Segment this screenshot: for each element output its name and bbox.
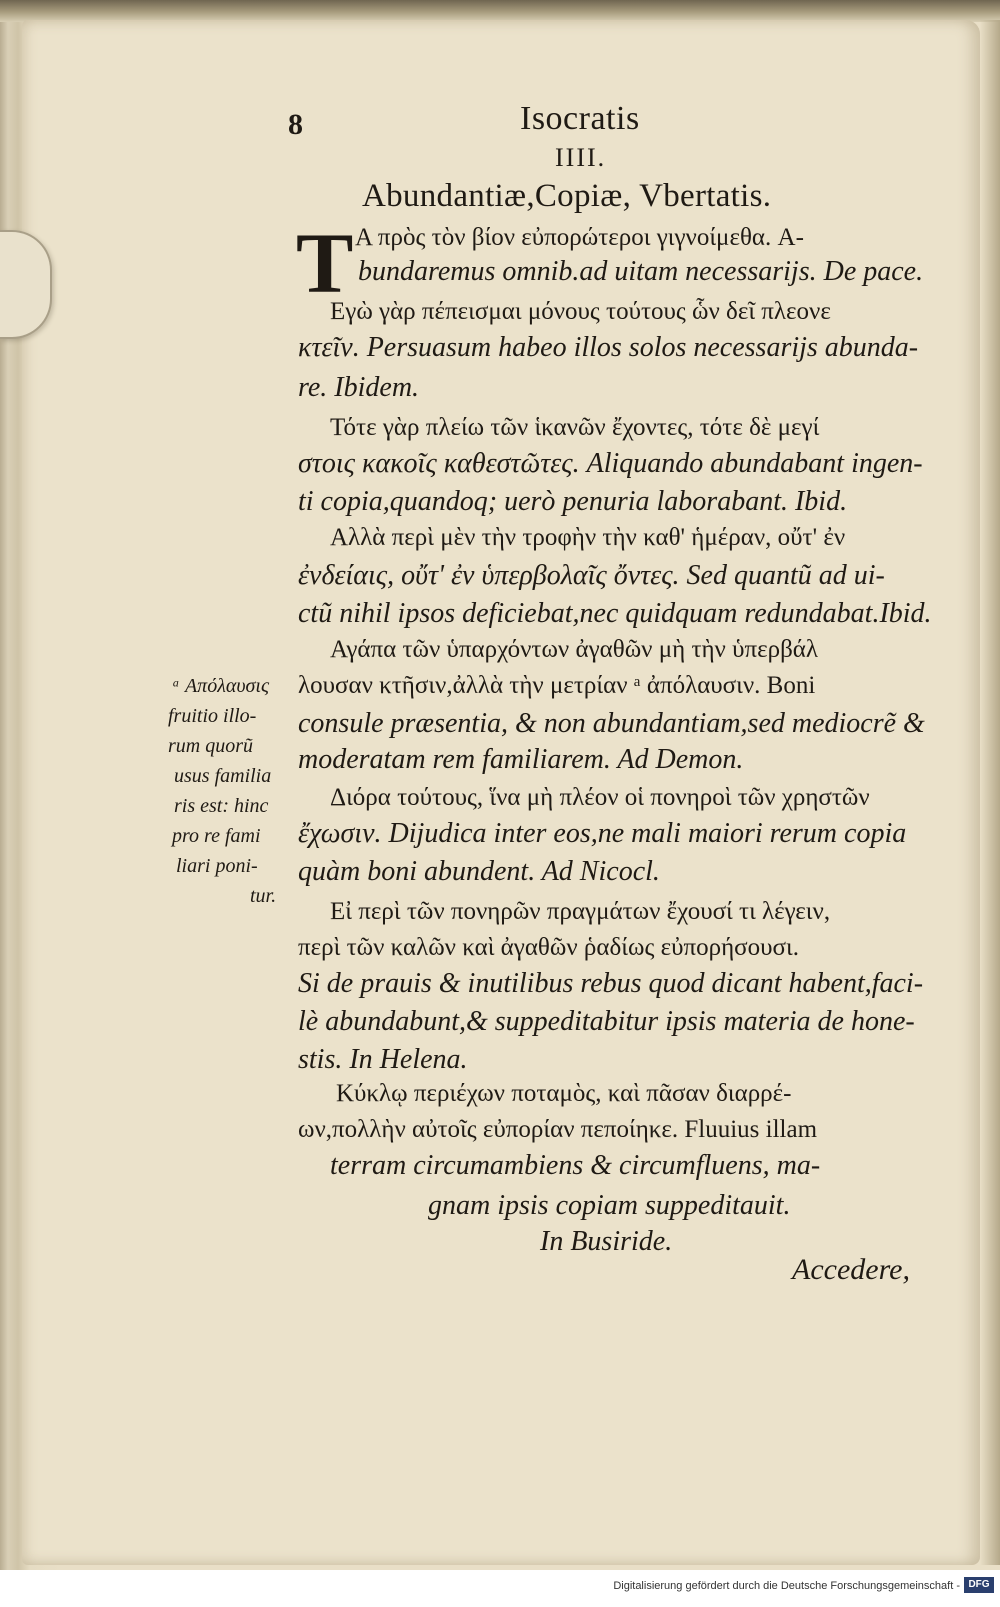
text-line: Α πρὸς τὸν βίον εὐπορώτεροι γιγνοίμεθα. A- <box>355 224 804 251</box>
text-line: In Busiride. <box>540 1226 673 1257</box>
footer-bar <box>0 1570 1000 1607</box>
text-line: moderatam rem familiarem. Ad Demon. <box>298 744 744 775</box>
margin-note-line: ris est: hinc <box>174 795 269 817</box>
text-line: ti copia,quandoq; uerò penuria laborabant. Ibid. <box>298 486 848 517</box>
margin-note-line: tur. <box>250 885 277 907</box>
text-line: terram circumambiens & circumfluens, ma- <box>330 1150 821 1181</box>
dfg-logo: DFG <box>964 1577 994 1593</box>
margin-note-line: liari poni- <box>176 855 258 877</box>
section-title: Abundantiæ,Copiæ, Vbertatis. <box>362 178 772 214</box>
text-line: re. Ibidem. <box>298 372 420 403</box>
page-gutter-shadow <box>980 20 1000 1565</box>
text-line: quàm boni abundent. Ad Nicocl. <box>298 856 660 887</box>
text-line: ἔχωσιν. Dijudica inter eos,ne mali maiori rerum copia <box>298 818 907 849</box>
text-line: λουσαν κτῆσιν,ἀλλὰ τὴν μετρίαν ᵃ ἀπόλαυσιν. Boni <box>298 672 816 699</box>
text-line: Τότε γὰρ πλείω τῶν ἱκανῶν ἔχοντες, τότε δὲ μεγί <box>330 414 820 441</box>
footer-credit: Digitalisierung gefördert durch die Deutsche Forschungsgemeinschaft - <box>613 1580 960 1592</box>
page-tab-marker <box>0 230 52 339</box>
running-head: Isocratis <box>520 100 640 137</box>
margin-note-line: usus familia <box>174 765 272 787</box>
margin-note-line: rum quorũ <box>168 735 254 757</box>
text-line: Αγάπα τῶν ὑπαρχόντων ἀγαθῶν μὴ τὴν ὑπερβάλ <box>330 636 819 663</box>
drop-cap: T <box>296 215 354 311</box>
catchword: Accedere, <box>792 1253 910 1286</box>
text-line: κτεῖν. Persuasum habeo illos solos necessarijs abunda- <box>298 332 919 363</box>
margin-note-line: pro re fami <box>172 825 261 847</box>
text-line: ἐνδείαις, οὔτ' ἐν ὑπερβολαῖς ὄντες. Sed quantũ ad ui- <box>298 560 885 591</box>
text-line: consule præsentia, & non abundantiam,sed mediocrẽ & <box>298 708 925 739</box>
margin-note-line: ᵃ Απόλαυσις <box>172 675 270 697</box>
text-line: stis. In Helena. <box>298 1044 468 1075</box>
text-line: lè abundabunt,& suppeditabitur ipsis materia de hone- <box>298 1006 915 1037</box>
text-line: στοις κακοῖς καθεστῶτες. Aliquando abundabant ingen- <box>298 448 923 479</box>
text-line: bundaremus omnib.ad uitam necessarijs. De pace. <box>358 256 924 287</box>
text-line: Κύκλῳ περιέχων ποταμὸς, καὶ πᾶσαν διαρρέ- <box>336 1080 792 1107</box>
text-line: Εγὼ γὰρ πέπεισμαι μόνους τούτους ὧν δεῖ πλεονε <box>330 298 831 325</box>
text-line: Si de prauis & inutilibus rebus quod dicant habent,faci- <box>298 968 924 999</box>
text-line: περὶ τῶν καλῶν καὶ ἀγαθῶν ῥαδίως εὐπορήσουσι. <box>298 934 799 961</box>
page-number: 8 <box>288 108 303 141</box>
text-line: gnam ipsis copiam suppeditauit. <box>428 1190 791 1221</box>
book-top-edge <box>0 0 1000 22</box>
text-line: Διόρα τούτους, ἵνα μὴ πλέον οἱ πονηροὶ τῶν χρηστῶν <box>330 784 870 811</box>
text-line: ων,πολλὴν αὐτοῖς εὐπορίαν πεποίηκε. Fluuius illam <box>298 1116 818 1143</box>
section-number: IIII. <box>555 143 607 172</box>
text-line: ctũ nihil ipsos deficiebat,nec quidquam redundabat.Ibid. <box>298 598 932 629</box>
margin-note-line: fruitio illo- <box>168 705 257 727</box>
text-line: Εἰ περὶ τῶν πονηρῶν πραγμάτων ἔχουσί τι λέγειν, <box>330 898 831 925</box>
text-line: Αλλὰ περὶ μὲν τὴν τροφὴν τὴν καθ' ἡμέραν, οὔτ' ἐν <box>330 524 846 551</box>
